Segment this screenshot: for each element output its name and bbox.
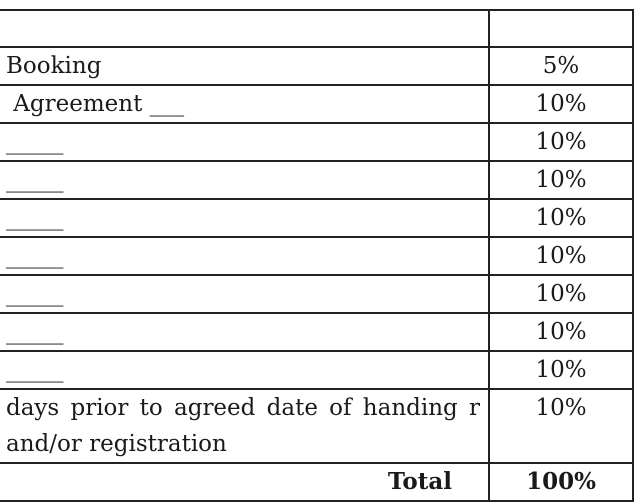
table-row [0,47,633,85]
table-row [0,389,633,463]
stage-cell: Agreement ___ [0,85,489,123]
percent-cell: 10% [489,123,633,161]
stage-cell: _____ [0,351,489,389]
percent-cell: 10% [489,313,633,351]
percent-cell: 10% [489,351,633,389]
table-row [0,351,633,389]
table-row [0,161,633,199]
table-header-row [0,10,633,47]
header-cell-stage [0,10,489,47]
total-percent: 100% [489,463,633,501]
stage-cell: _____ [0,275,489,313]
percent-cell: 10% [489,389,633,463]
percent-cell: 5% [489,47,633,85]
stage-cell: days prior to agreed date of handing r and/or registration [0,389,489,463]
stage-cell: _____ [0,161,489,199]
table-row [0,199,633,237]
table-row [0,237,633,275]
percent-cell: 10% [489,161,633,199]
stage-cell: _____ [0,123,489,161]
stage-cell: Booking [0,47,489,85]
percent-cell: 10% [489,275,633,313]
table-row [0,313,633,351]
percent-cell: 10% [489,85,633,123]
stage-cell: _____ [0,199,489,237]
stage-cell: _____ [0,237,489,275]
total-row [0,463,633,501]
stage-cell: _____ [0,313,489,351]
table-row [0,85,633,123]
table-row [0,275,633,313]
payment-schedule-table [0,9,634,502]
percent-cell: 10% [489,237,633,275]
total-label: Total [0,463,489,501]
table-row [0,123,633,161]
header-cell-percent [489,10,633,47]
percent-cell: 10% [489,199,633,237]
